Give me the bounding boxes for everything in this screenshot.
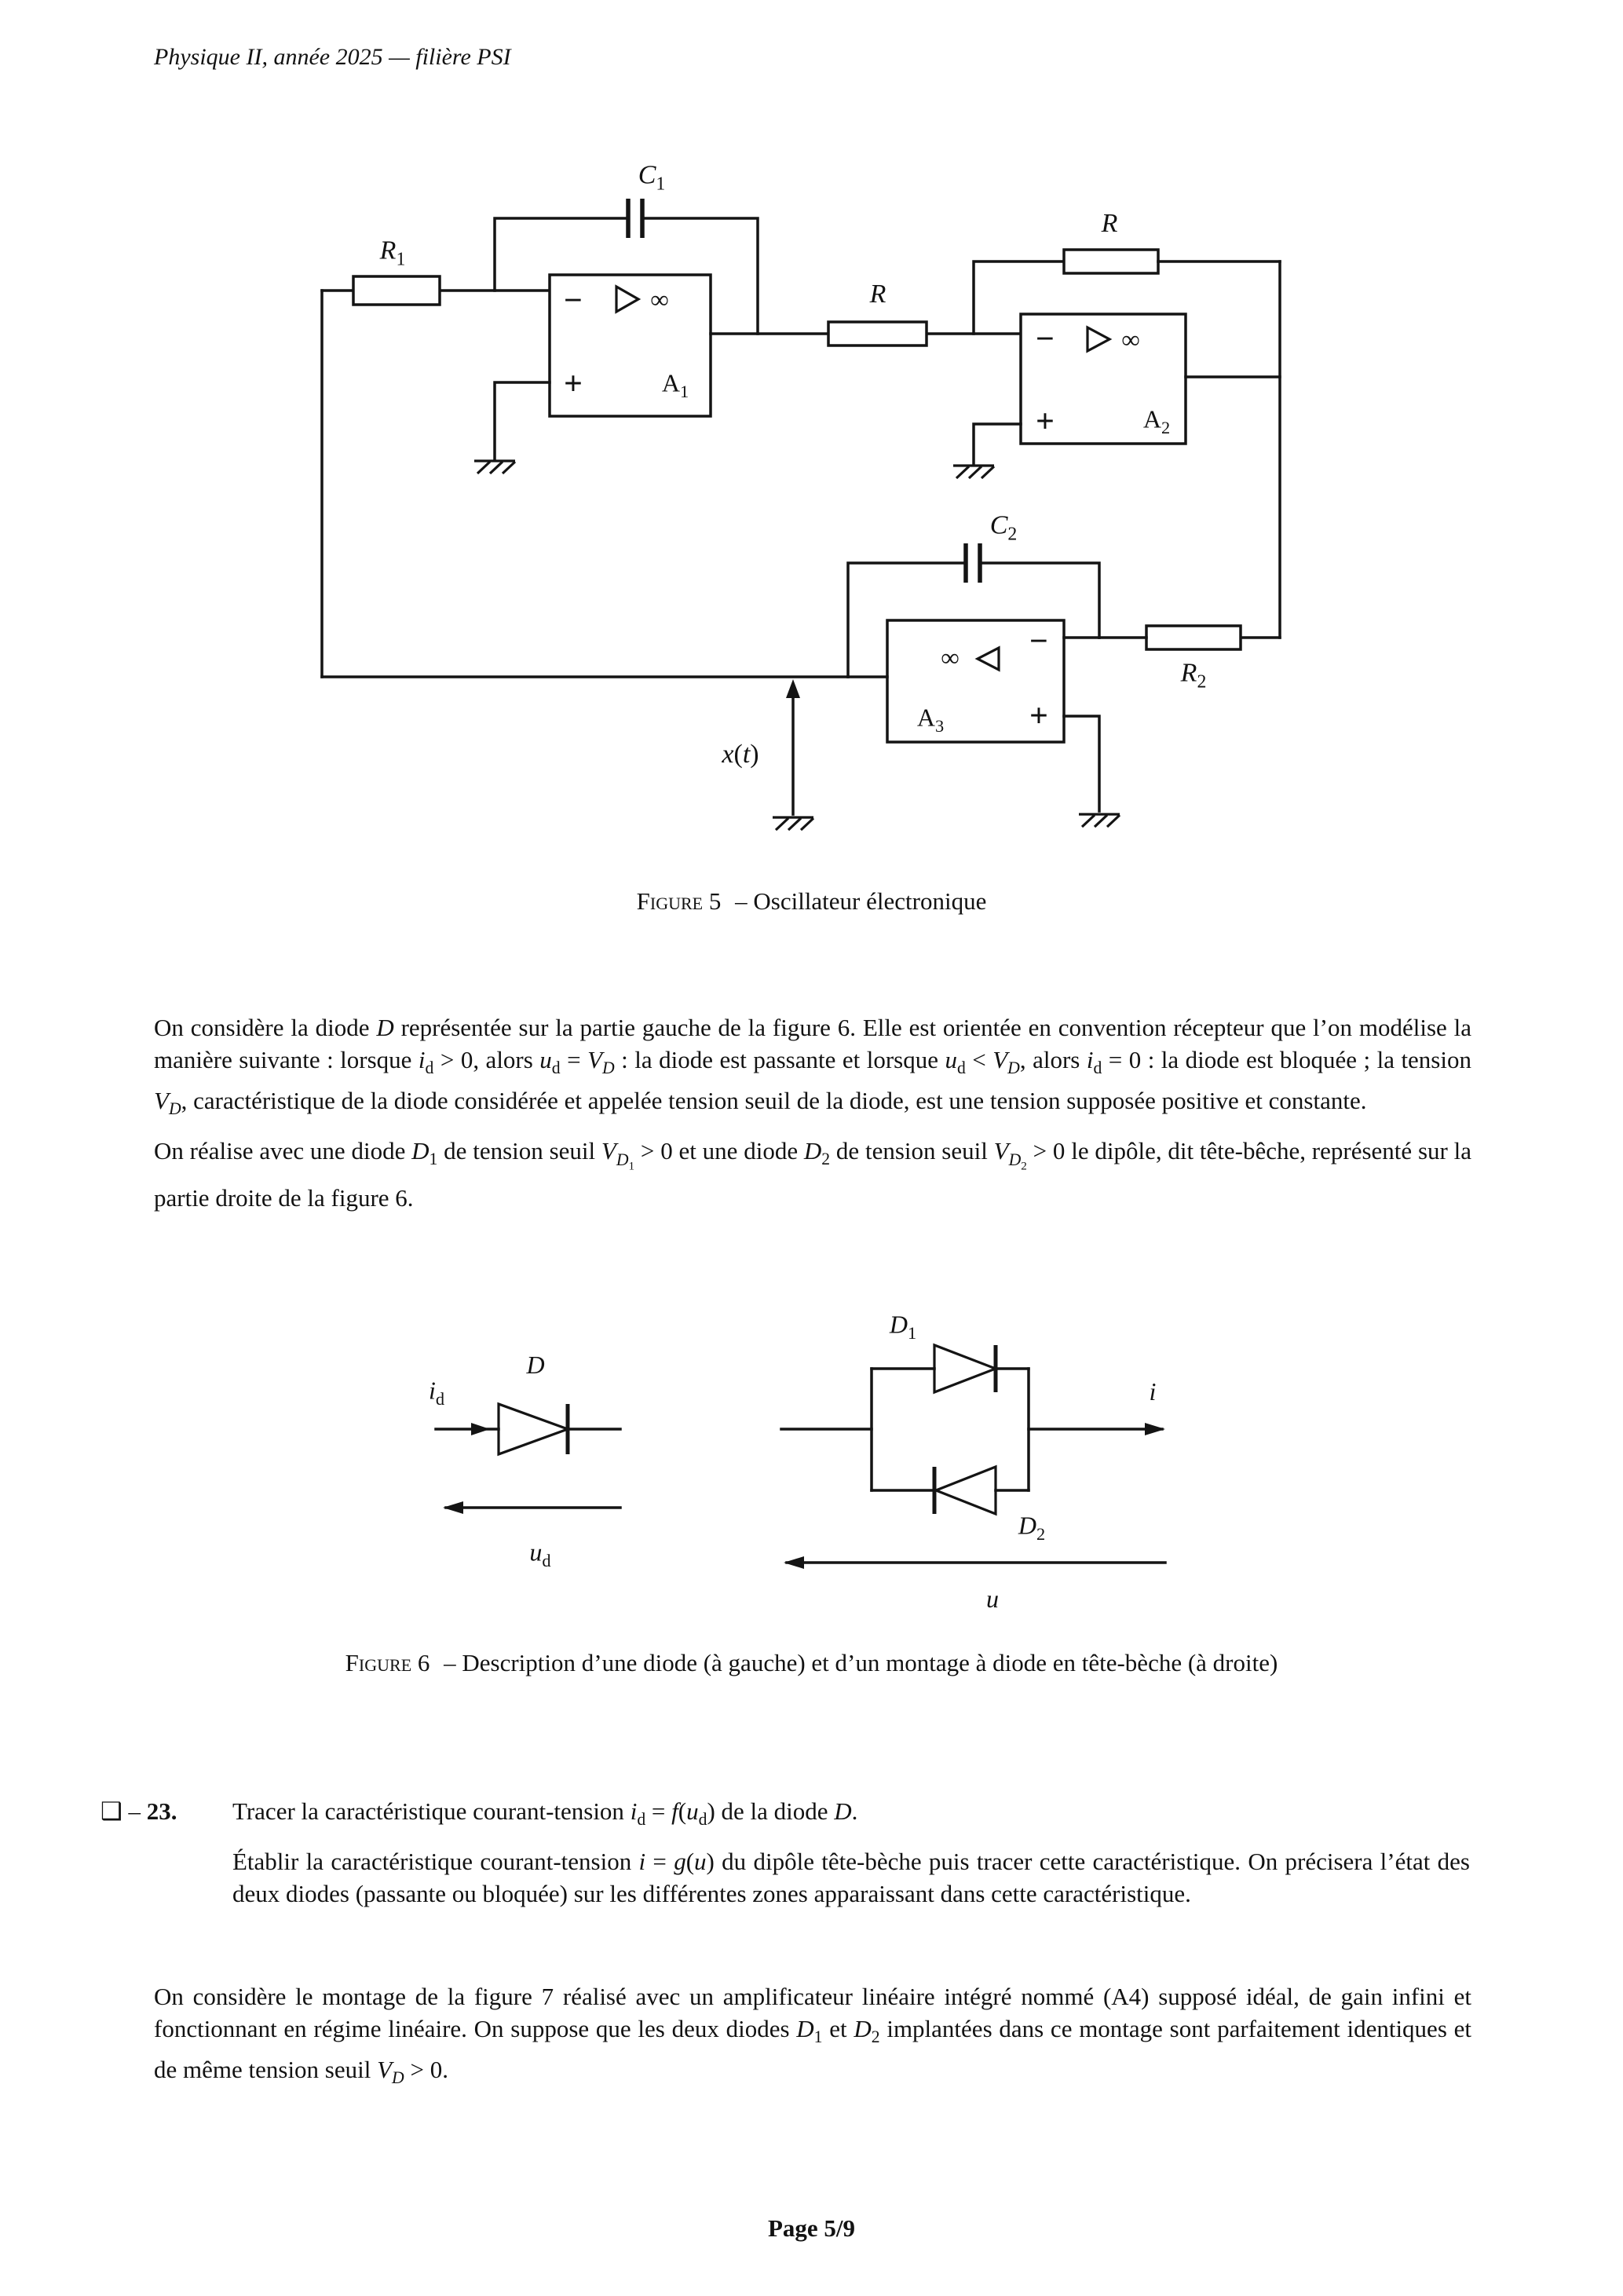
page-number: Page 5/9 [767,2214,856,2242]
a1-infinity-gain: ∞ [650,285,669,313]
figure6-caption-text: – Description d’une diode (à gauche) et d’un montage à diode en tête-bèche (à droite) [444,1649,1278,1676]
diode-d1 [934,1345,996,1392]
paragraph-tete-beche: On réalise avec une diode $D_1$ de tension seuil $V_{D_1} > 0$ et une diode $D_2$ de tension seuil $V_{D_2} > 0$ le dipôle, dit tête-bêche, représenté sur la partie droite de la figure 6. [154,1137,1472,1212]
label-d1: $D_1$ [889,1310,917,1343]
paragraph-diode-convention: On considère la diode D représentée sur la partie gauche de la figure 6. Elle est orientée en convention récepteur que l’on modélise la manière suivante : lorsque $i_d > 0$, alors $u_d = V_D$ : la diode est passante et lorsque $u_d < V_D$, alors $i_d = 0$ : la diode est bloquée ; la tension $V_D$, caractéristique de la diode considérée et appelée tension seuil de la diode, est une tension supposée positive et constante. [154,1014,1471,1119]
label-c2: $C_2$ [989,510,1018,545]
ground-a3 [1064,716,1120,827]
a1-plus-input: + [564,366,583,402]
a1-minus-input: − [564,283,583,319]
input-xt-arrow [773,679,813,830]
label-id-current: $i_d$ [428,1376,445,1409]
diode-d [436,1404,620,1454]
label-r1: $R_1$ [379,236,406,270]
ground-a1 [474,382,550,473]
label-a1: $A_1$ [661,368,689,401]
resistor-r2 [1099,626,1280,649]
caption-figure5 [0,887,1623,916]
u-voltage-arrow [784,1556,1165,1569]
question-23-marker: ❑ – 23. [101,1797,177,1825]
label-r2: $R_2$ [1180,658,1207,693]
a3-infinity-gain: ∞ [941,643,960,671]
figure5-caption-label: Figure 5 [636,887,722,915]
oscillator-circuit-diagram [306,145,1327,876]
label-r-feedback: R [1101,209,1118,238]
paragraph-figure7-intro: On considère le montage de la figure 7 réalisé avec un amplificateur linéaire intégré nommé (A4) supposé idéal, de gain infini et fonctionnant en régime linéaire. On suppose que les deux diodes $D_1$ et $D_2$ implantées dans ce montage sont parfaitement identiques et de même tension seuil $V_D > 0$. [154,1983,1471,2088]
label-r-series: R [869,280,886,309]
question-23-body [232,1795,1470,1910]
resistor-r-series [828,322,927,345]
question-23-para2: Établir la caractéristique courant-tension i = g(u) du dipôle tête-bèche puis tracer cette caractéristique. On précisera l’état des deux diodes (passante ou bloquée) sur les différentes zones apparaissant dans cette caractéristique. [232,1848,1470,1908]
label-c1: $C_1$ [638,160,666,195]
diode-d2 [934,1467,996,1514]
body-text-1 [154,1011,1471,1214]
a2-minus-input: − [1036,321,1055,357]
a2-infinity-gain: ∞ [1121,325,1140,353]
a2-plus-input: + [1036,404,1055,440]
label-d: D [526,1351,545,1379]
a3-plus-input: + [1029,698,1048,734]
label-a2: $A_2$ [1142,404,1171,437]
tete-beche-dipole [781,1345,1165,1514]
figure5-caption-text: – Oscillateur électronique [735,887,987,915]
figure6-diagrams [377,1310,1241,1632]
ud-voltage-arrow [443,1501,620,1514]
figure6-caption-label: Figure 6 [345,1649,430,1676]
body-text-2 [154,1980,1471,2094]
label-a3: $A_3$ [916,703,945,736]
label-ud-voltage: $u_d$ [529,1537,551,1570]
question-23 [101,1795,1470,1910]
label-u-voltage: u [986,1585,999,1613]
resistor-r1 [353,276,440,305]
label-xt: x(t) [722,740,759,769]
label-d2: $D_2$ [1018,1511,1046,1544]
label-i-current: i [1149,1377,1157,1406]
a3-minus-input: − [1029,623,1048,660]
figure5-circuit [306,145,1327,876]
diode-diagram [377,1310,1241,1632]
question-23-line1: Tracer la caractéristique courant-tension $i_d = f(u_d)$ de la diode D. [232,1797,858,1830]
ground-a2 [953,424,1021,478]
op-amp-a3 [848,620,1099,742]
caption-figure6 [0,1649,1623,1677]
page-header: Physique II, année 2025 — filière PSI [154,44,511,70]
